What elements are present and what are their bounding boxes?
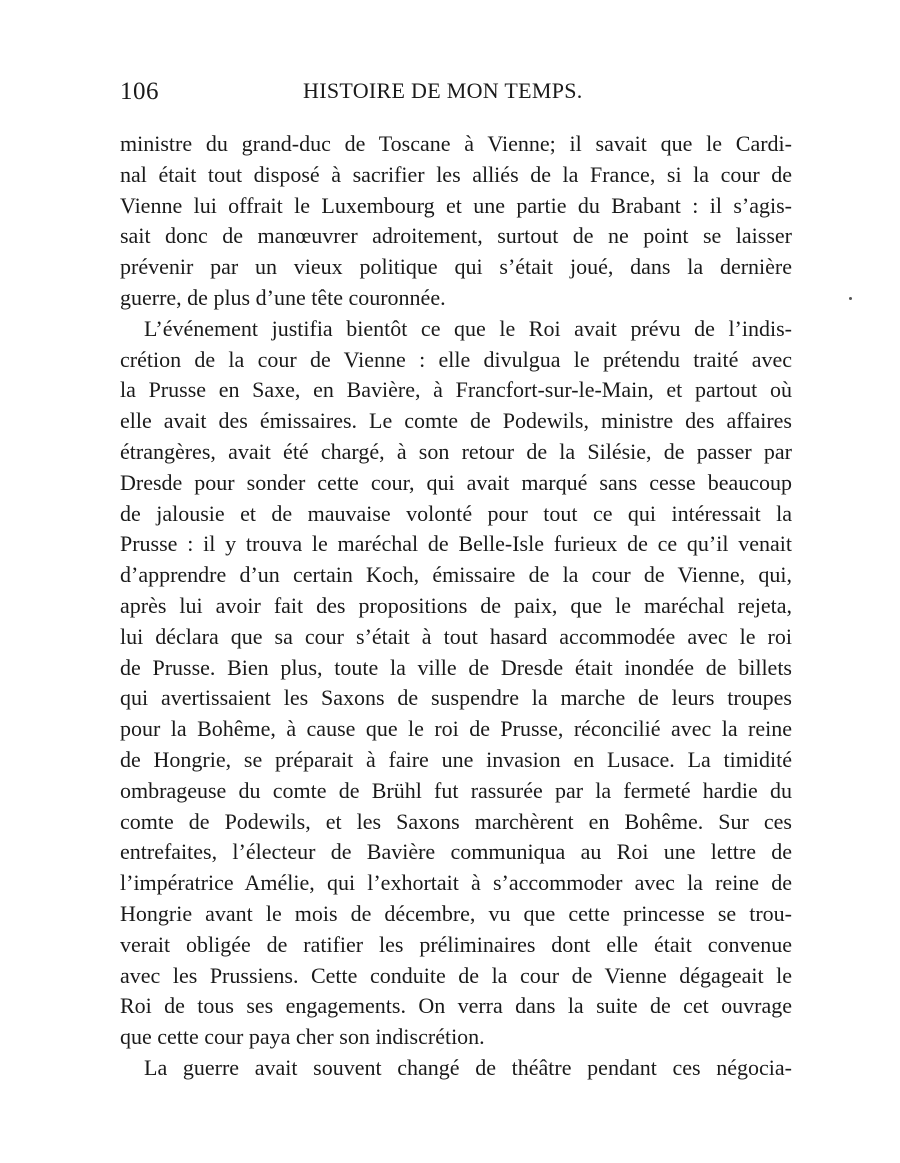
running-head [120,78,792,112]
text-line: lui déclara que sa cour s’était à tout hasard accommodée avec le roi [120,623,792,649]
text-line: avec les Prussiens. Cette conduite de la cour de Vienne dégageait le [120,962,792,988]
body-text [120,129,792,1084]
text-line: pour la Bohême, à cause que le roi de Prusse, réconcilié avec la reine [120,716,792,742]
text-line: la Prusse en Saxe, en Bavière, à Francfort-sur-le-Main, et partout où [120,377,792,403]
text-line: de Prusse. Bien plus, toute la ville de Dresde était inondée de billets [120,654,792,680]
text-line: d’apprendre d’un certain Koch, émissaire de la cour de Vienne, qui, [120,562,792,588]
text-line: entrefaites, l’électeur de Bavière communiqua au Roi une lettre de [120,839,792,865]
text-line: de Hongrie, se préparait à faire une invasion en Lusace. La timidité [120,746,792,772]
text-line: de jalousie et de mauvaise volonté pour tout ce qui intéressait la [120,500,792,526]
text-line: Roi de tous ses engagements. On verra dans la suite de cet ouvrage [120,993,792,1019]
text-line: étrangères, avait été chargé, à son retour de la Silésie, de passer par [120,438,792,464]
paragraph [120,1053,792,1084]
running-title: HISTOIRE DE MON TEMPS. [303,78,583,103]
text-line: ombrageuse du comte de Brühl fut rassurée par la fermeté hardie du [120,777,792,803]
text-line: nal était tout disposé à sacrifier les alliés de la France, si la cour de [120,161,792,187]
paragraph [120,314,792,1053]
text-line: Vienne lui offrait le Luxembourg et une partie du Brabant : il s’agis- [120,192,792,218]
paragraph [120,129,792,314]
text-line: Prusse : il y trouva le maréchal de Belle-Isle furieux de ce qu’il venait [120,531,792,557]
text-line: guerre, de plus d’une tête couronnée. [120,284,446,310]
text-line: qui avertissaient les Saxons de suspendre la marche de leurs troupes [120,685,792,711]
text-line: L’événement justifia bientôt ce que le Roi avait prévu de l’indis- [144,315,792,341]
text-line: Hongrie avant le mois de décembre, vu que cette princesse se trou- [120,900,792,926]
print-speck [849,297,852,300]
text-line: l’impératrice Amélie, qui l’exhortait à s’accommoder avec la reine de [120,870,792,896]
text-line: ministre du grand-duc de Toscane à Vienne; il savait que le Cardi- [120,131,792,156]
text-line: après lui avoir fait des propositions de paix, que le maréchal rejeta, [120,592,792,618]
text-line: prévenir par un vieux politique qui s’était joué, dans la dernière [120,254,792,280]
text-line: Dresde pour sonder cette cour, qui avait marqué sans cesse beaucoup [120,469,792,495]
text-line: que cette cour paya cher son indiscrétion. [120,1024,485,1050]
text-line: crétion de la cour de Vienne : elle divulgua le prétendu traité avec [120,346,792,372]
text-line: verait obligée de ratifier les préliminaires dont elle était convenue [120,931,792,957]
text-line: comte de Podewils, et les Saxons marchèrent en Bohême. Sur ces [120,808,792,834]
page-number: 106 [120,78,159,105]
text-line: La guerre avait souvent changé de théâtre pendant ces négocia- [144,1054,792,1080]
text-line: sait donc de manœuvrer adroitement, surtout de ne point se laisser [120,223,792,249]
text-line: elle avait des émissaires. Le comte de Podewils, ministre des affaires [120,408,792,434]
